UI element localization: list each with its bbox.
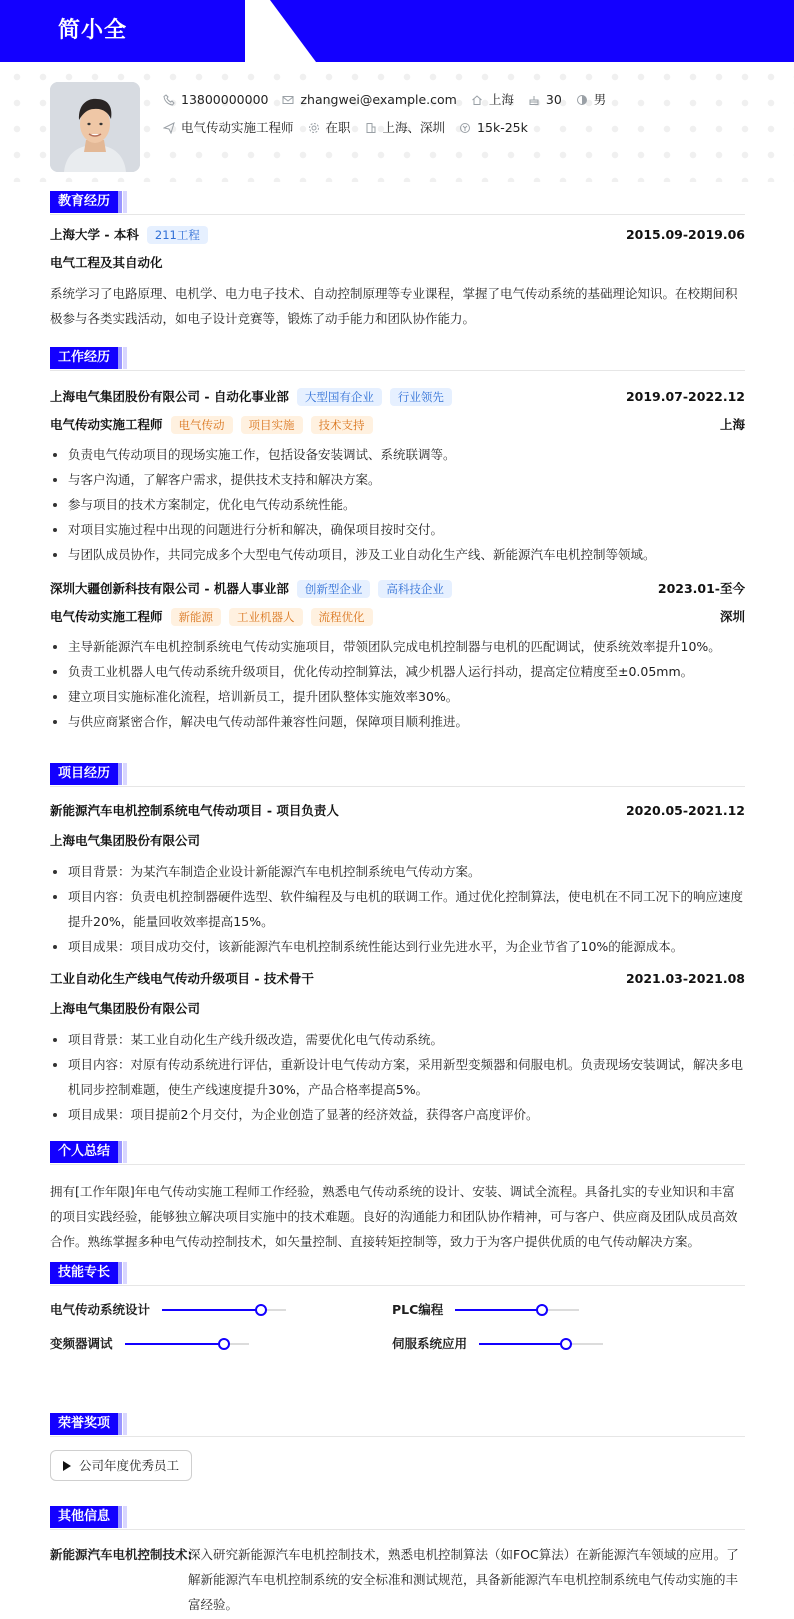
salary-text: 15k-25k <box>477 120 528 135</box>
education-section <box>50 191 745 331</box>
list-item: 参与项目的技术方案制定，优化电气传动系统性能。 <box>50 492 745 517</box>
skill-slider <box>479 1343 603 1345</box>
list-item: 主导新能源汽车电机控制系统电气传动实施项目，带领团队完成电机控制器与电机的匹配调试，使系统效率提升10%。 <box>50 634 745 659</box>
work-location: 深圳 <box>719 609 745 625</box>
skill-name: 电气传动系统设计 <box>50 1302 151 1318</box>
contact-row-2 <box>163 118 528 137</box>
section-title: 其他信息 <box>50 1506 118 1528</box>
list-item: 项目内容：负责电机控制器硬件选型、软件编程及与电机的联调工作。通过优化控制算法，使电机在不同工况下的响应速度提升20%，能量回收效率提高15%。 <box>50 884 745 934</box>
awards-section <box>50 1413 745 1481</box>
role-tag: 技术支持 <box>311 416 373 434</box>
home-icon <box>471 94 483 106</box>
projects-section <box>50 763 745 1127</box>
project-item <box>50 965 745 1127</box>
header-accent-right <box>270 0 794 62</box>
school-tag: 211工程 <box>147 226 208 244</box>
awards-header <box>50 1413 745 1437</box>
work-bullets <box>50 442 745 567</box>
target-city-text: 上海、深圳 <box>382 120 446 135</box>
list-item: 对项目实施过程中出现的问题进行分析和解决，确保项目按时交付。 <box>50 517 745 542</box>
project-company-line <box>50 995 745 1023</box>
company-tag: 行业领先 <box>390 388 452 406</box>
role-tag: 工业机器人 <box>229 608 303 626</box>
project-company: 上海电气集团股份有限公司 <box>50 833 201 849</box>
major-line <box>50 249 745 277</box>
role-tag: 新能源 <box>171 608 222 626</box>
phone-item <box>163 90 268 109</box>
role-name: 电气传动实施工程师 <box>50 417 163 433</box>
skills-grid <box>50 1298 745 1356</box>
project-title-line <box>50 797 745 825</box>
project-item <box>50 797 745 959</box>
role-tag: 电气传动 <box>171 416 233 434</box>
gender-item <box>576 90 607 109</box>
play-icon <box>63 1461 71 1471</box>
position-item <box>163 118 294 137</box>
skill-item <box>50 1298 392 1322</box>
gender-text: 男 <box>593 92 607 107</box>
other-header <box>50 1506 745 1530</box>
building-icon <box>365 122 377 134</box>
position-text: 电气传动实施工程师 <box>181 120 294 135</box>
list-item: 项目内容：对原有传动系统进行评估，重新设计电气传动方案，采用新型变频器和伺服电机。负责现场安装调试，解决多电机同步控制难题，使生产线速度提升30%，产品合格率提高5%。 <box>50 1052 745 1102</box>
city-text: 上海 <box>488 92 514 107</box>
skill-slider <box>455 1309 579 1311</box>
skill-name: 变频器调试 <box>50 1336 113 1352</box>
section-title: 工作经历 <box>50 347 118 369</box>
award-item[interactable] <box>50 1450 192 1481</box>
school-name: 上海大学 - 本科 <box>50 227 139 243</box>
list-item: 项目成果：项目提前2个月交付，为企业创造了显著的经济效益，获得客户高度评价。 <box>50 1102 745 1127</box>
phone-icon <box>163 94 175 106</box>
project-title: 工业自动化生产线电气传动升级项目 - 技术骨干 <box>50 971 314 987</box>
company-tag: 高科技企业 <box>378 580 452 598</box>
project-title-line <box>50 965 745 993</box>
skill-item <box>392 1298 734 1322</box>
skill-slider <box>162 1309 286 1311</box>
company-line <box>50 383 745 411</box>
company-tag: 大型国有企业 <box>297 388 382 406</box>
age-text: 30 <box>545 92 562 107</box>
avatar-photo <box>50 82 140 172</box>
work-header <box>50 347 745 371</box>
candidate-name: 简小全 <box>58 18 128 43</box>
skill-name: PLC编程 <box>392 1302 444 1318</box>
avatar <box>50 82 140 172</box>
work-date: 2019.07-2022.12 <box>625 389 745 405</box>
section-title: 荣誉奖项 <box>50 1413 118 1435</box>
city-item <box>471 90 514 109</box>
cake-icon <box>528 94 540 106</box>
basic-info <box>0 62 794 182</box>
work-date: 2023.01-至今 <box>657 581 745 597</box>
list-item: 与供应商紧密合作，解决电气传动部件兼容性问题，保障项目顺利推进。 <box>50 709 745 734</box>
email-item <box>282 90 456 109</box>
skill-fill <box>455 1309 542 1311</box>
projects-header <box>50 763 745 787</box>
major-name: 电气工程及其自动化 <box>50 255 163 271</box>
other-section <box>50 1506 745 1617</box>
project-company-line <box>50 827 745 855</box>
status-text: 在职 <box>325 120 351 135</box>
project-date: 2020.05-2021.12 <box>625 803 745 819</box>
skill-item <box>50 1332 392 1356</box>
email-text: zhangwei@example.com <box>300 92 457 107</box>
work-item <box>50 575 745 734</box>
coin-icon <box>459 122 471 134</box>
work-location: 上海 <box>719 417 745 433</box>
gear-icon <box>308 122 320 134</box>
work-bullets <box>50 634 745 734</box>
skill-fill <box>125 1343 224 1345</box>
status-item <box>308 118 351 137</box>
skill-name: 伺服系统应用 <box>392 1336 468 1352</box>
role-name: 电气传动实施工程师 <box>50 609 163 625</box>
education-desc: 系统学习了电路原理、电机学、电力电子技术、自动控制原理等专业课程，掌握了电气传动系统的基础理论知识。在校期间积极参与各类实践活动，如电子设计竞赛等，锻炼了动手能力和团队协作能力。 <box>50 286 738 326</box>
contact-row-1 <box>163 90 606 109</box>
award-label: 公司年度优秀员工 <box>79 1458 180 1473</box>
list-item: 负责电气传动项目的现场实施工作，包括设备安装调试、系统联调等。 <box>50 442 745 467</box>
section-title: 教育经历 <box>50 191 118 213</box>
work-item <box>50 383 745 567</box>
list-item: 与团队成员协作，共同完成多个大型电气传动项目，涉及工业自动化生产线、新能源汽车电机控制等领域。 <box>50 542 745 567</box>
project-company: 上海电气集团股份有限公司 <box>50 1001 201 1017</box>
work-section <box>50 347 745 734</box>
skill-fill <box>162 1309 261 1311</box>
skill-knob <box>255 1304 267 1316</box>
skill-fill <box>479 1343 566 1345</box>
project-bullets <box>50 859 745 959</box>
age-item <box>528 90 562 109</box>
skills-section <box>50 1262 745 1356</box>
other-item <box>50 1542 745 1617</box>
skill-knob <box>218 1338 230 1350</box>
target-city-item <box>365 118 446 137</box>
skill-knob <box>536 1304 548 1316</box>
section-title: 项目经历 <box>50 763 118 785</box>
project-date: 2021.03-2021.08 <box>625 971 745 987</box>
salary-item <box>459 118 528 137</box>
section-title: 技能专长 <box>50 1262 118 1284</box>
other-label: 新能源汽车电机控制技术: <box>50 1547 193 1562</box>
list-item: 项目背景：为某汽车制造企业设计新能源汽车电机控制系统电气传动方案。 <box>50 859 745 884</box>
gender-icon <box>576 94 588 106</box>
list-item: 负责工业机器人电气传动系统升级项目，优化传动控制算法，减少机器人运行抖动，提高定位精度至±0.05mm。 <box>50 659 745 684</box>
role-line <box>50 603 745 631</box>
list-item: 与客户沟通，了解客户需求，提供技术支持和解决方案。 <box>50 467 745 492</box>
skill-item <box>392 1332 734 1356</box>
role-line <box>50 411 745 439</box>
company-tag: 创新型企业 <box>297 580 371 598</box>
role-tag: 流程优化 <box>311 608 373 626</box>
summary-section <box>50 1141 745 1254</box>
other-value: 深入研究新能源汽车电机控制技术，熟悉电机控制算法（如FOC算法）在新能源汽车领域的应用。了解新能源汽车电机控制系统的安全标准和测试规范，具备新能源汽车电机控制系统电气传动实施的丰富经验。 <box>188 1547 739 1612</box>
company-name: 深圳大疆创新科技有限公司 - 机器人事业部 <box>50 581 289 597</box>
summary-header <box>50 1141 745 1165</box>
skill-slider <box>125 1343 249 1345</box>
project-title: 新能源汽车电机控制系统电气传动项目 - 项目负责人 <box>50 803 339 819</box>
header-bar <box>0 0 794 62</box>
skill-knob <box>560 1338 572 1350</box>
education-date: 2015.09-2019.06 <box>625 227 745 243</box>
education-line <box>50 221 745 249</box>
list-item: 项目成果：项目成功交付，该新能源汽车电机控制系统性能达到行业先进水平，为企业节省了10%的能源成本。 <box>50 934 745 959</box>
project-bullets <box>50 1027 745 1127</box>
list-item: 项目背景：某工业自动化生产线升级改造，需要优化电气传动系统。 <box>50 1027 745 1052</box>
list-item: 建立项目实施标准化流程，培训新员工，提升团队整体实施效率30%。 <box>50 684 745 709</box>
section-title: 个人总结 <box>50 1141 118 1163</box>
company-line <box>50 575 745 603</box>
company-name: 上海电气集团股份有限公司 - 自动化事业部 <box>50 389 289 405</box>
phone-text: 13800000000 <box>181 92 269 107</box>
mail-icon <box>282 94 294 106</box>
send-icon <box>163 122 175 134</box>
summary-text: 拥有[工作年限]年电气传动实施工程师工作经验，熟悉电气传动系统的设计、安装、调试全流程。具备扎实的专业知识和丰富的项目实践经验，能够独立解决项目实施中的技术难题。良好的沟通能力和团队协作精神，可与客户、供应商及团队成员高效合作。熟练掌握多种电气传动控制技术，如矢量控制、直接转矩控制等，致力于为客户提供优质的电气传动解决方案。 <box>50 1184 738 1249</box>
education-header <box>50 191 745 215</box>
role-tag: 项目实施 <box>241 416 303 434</box>
skills-header <box>50 1262 745 1286</box>
